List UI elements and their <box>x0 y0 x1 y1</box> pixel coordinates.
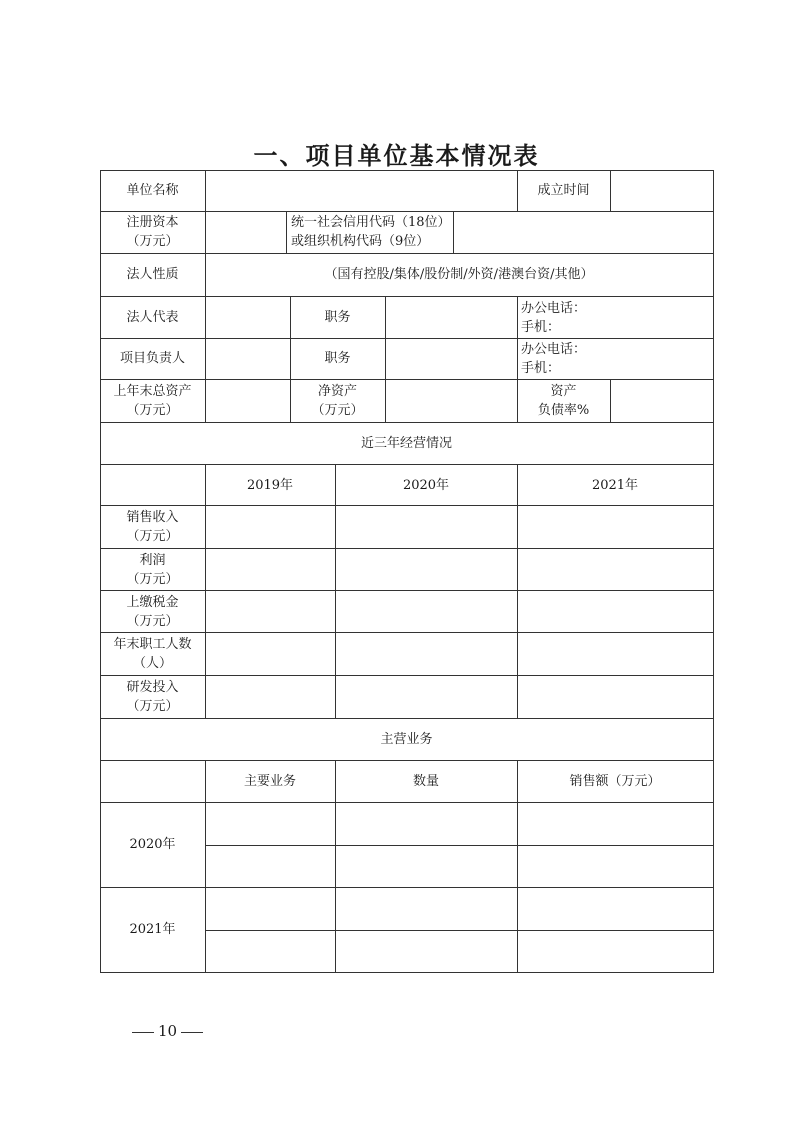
project-lead-label: 项目负责人 <box>119 351 185 366</box>
business-col: 主要业务 <box>243 774 296 789</box>
grid-line <box>335 464 336 719</box>
unit-name-label: 单位名称 <box>126 183 179 198</box>
grid-line <box>100 379 714 380</box>
legal-rep-label: 法人代表 <box>126 310 179 325</box>
grid-line <box>453 211 454 254</box>
total-assets-label: 上年末总资产 （万元） <box>113 384 192 418</box>
debt-ratio-label: 资产 负债率% <box>537 384 590 418</box>
grid-line <box>100 675 714 676</box>
grid-line <box>100 802 714 803</box>
ops-row-label: 研发投入 （万元） <box>126 680 179 714</box>
grid-line <box>286 211 287 254</box>
established-label: 成立时间 <box>537 183 590 198</box>
grid-line <box>100 170 714 171</box>
position-label: 职务 <box>324 310 351 325</box>
business-col: 数量 <box>412 774 439 789</box>
grid-line <box>100 211 714 212</box>
grid-line <box>100 464 714 465</box>
credit-code-label: 统一社会信用代码（18位） 或组织机构代码（9位） <box>291 215 451 249</box>
legal-rep-phone: 办公电话： 手机： <box>521 301 587 335</box>
ops-heading: 近三年经营情况 <box>360 436 452 451</box>
legal-nature-options: （国有控股/集体/股份制/外资/港澳台资/其他） <box>324 267 594 282</box>
grid-line <box>100 422 714 423</box>
grid-line <box>100 253 714 254</box>
page-title: 一、项目单位基本情况表 <box>253 141 540 170</box>
grid-line <box>100 590 714 591</box>
grid-line <box>713 170 714 973</box>
grid-line <box>100 760 714 761</box>
grid-line <box>517 760 518 973</box>
ops-row-label: 年末职工人数 （人） <box>113 637 192 671</box>
grid-line <box>100 718 714 719</box>
business-year: 2021年 <box>129 922 176 937</box>
grid-line <box>100 296 714 297</box>
grid-line <box>610 170 611 212</box>
ops-year: 2020年 <box>402 478 450 493</box>
project-lead-phone: 办公电话： 手机： <box>521 342 587 376</box>
grid-line <box>385 296 386 423</box>
grid-line <box>100 338 714 339</box>
grid-line <box>205 211 206 254</box>
grid-line <box>100 548 714 549</box>
net-assets-label: 净资产 （万元） <box>311 384 364 418</box>
legal-nature-label: 法人性质 <box>126 267 179 282</box>
grid-line <box>205 845 714 846</box>
dash-left <box>132 1032 154 1033</box>
grid-line <box>100 632 714 633</box>
position-label: 职务 <box>324 351 351 366</box>
grid-line <box>100 972 714 973</box>
grid-line <box>205 296 206 423</box>
ops-row-label: 利润 （万元） <box>126 553 179 587</box>
ops-row-label: 上缴税金 （万元） <box>126 595 179 629</box>
grid-line <box>610 379 611 423</box>
business-year: 2020年 <box>129 837 176 852</box>
ops-row-label: 销售收入 （万元） <box>126 510 179 544</box>
page-number: 10 <box>128 1022 207 1040</box>
dash-right <box>181 1032 203 1033</box>
business-heading: 主营业务 <box>380 732 433 747</box>
ops-year: 2021年 <box>591 478 639 493</box>
grid-line <box>205 464 206 719</box>
ops-year: 2019年 <box>246 478 294 493</box>
grid-line <box>205 930 714 931</box>
business-col: 销售额（万元） <box>569 774 661 789</box>
grid-line <box>100 887 714 888</box>
grid-line <box>205 170 206 212</box>
grid-line <box>100 505 714 506</box>
grid-line <box>517 464 518 719</box>
reg-capital-label: 注册资本 （万元） <box>126 215 179 249</box>
grid-line <box>205 760 206 973</box>
grid-line <box>335 760 336 973</box>
